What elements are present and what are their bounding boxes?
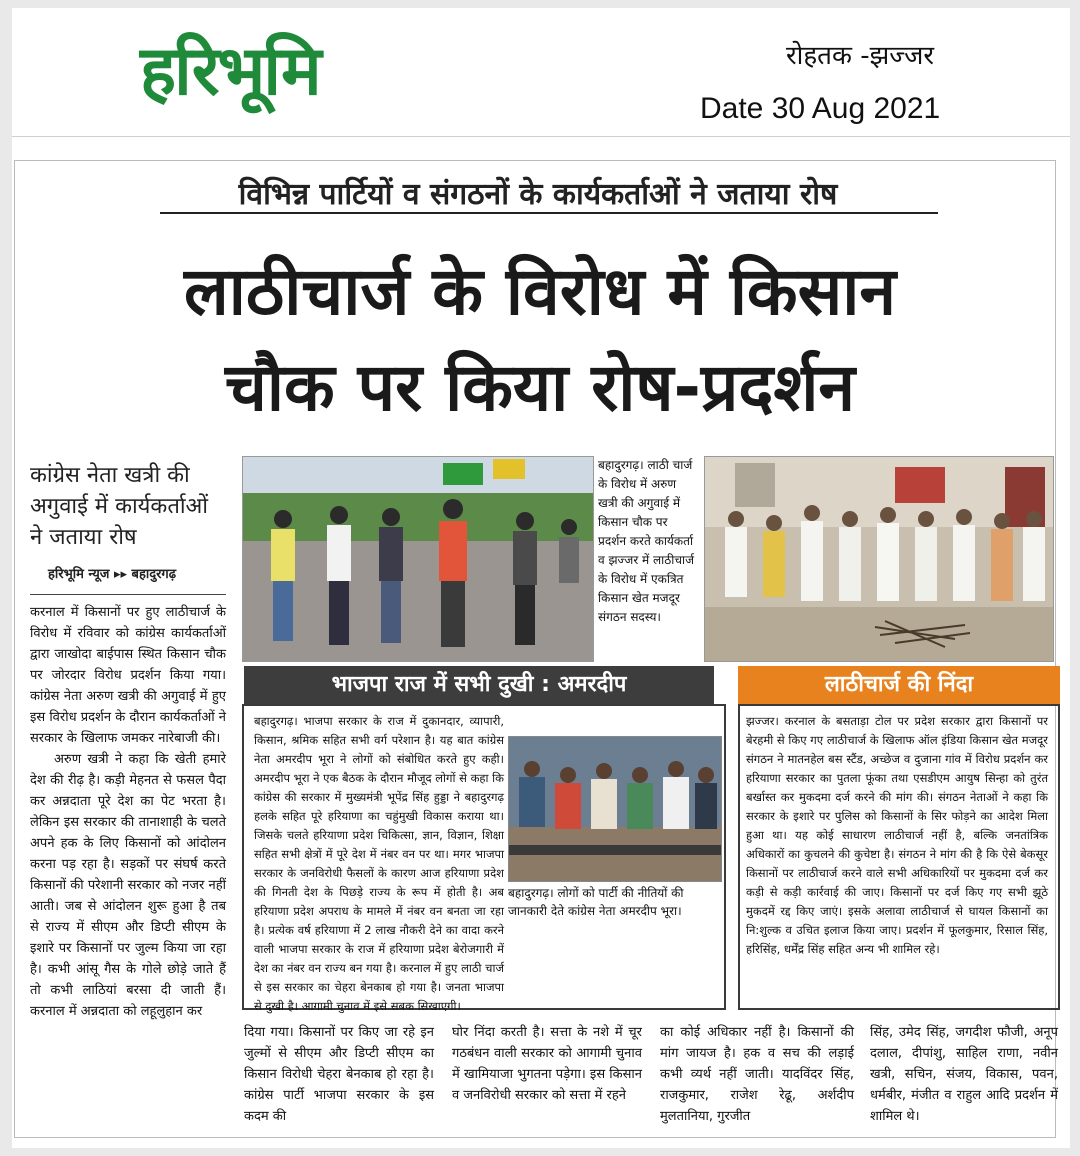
article-column-4: का कोई अधिकार नहीं है। किसानों की मांग जायज है। हक व सच की लड़ाई कभी व्यर्थ नहीं जाती। यादविंदर सिंह, राजकुमार, राजेश रेढू, अर्शदीप मुलतानिया, गुरजीत [660, 1025, 854, 1124]
article-column-1 [30, 602, 226, 1022]
farmers-gathering-photo [704, 456, 1054, 662]
protest-march-photo [242, 456, 594, 662]
byline: हरिभूमि न्यूज ▸▸ बहादुरगढ़ [48, 567, 177, 582]
article-column-5: सिंह, उमेद सिंह, जगदीश फौजी, अनूप दलाल, दीपांशु, साहिल राणा, नवीन खत्री, सचिन, संजय, विकास, पवन, धर्मबीर, मंजीत व राहुल आदि प्रदर्शन में शामिल थे। [870, 1025, 1058, 1124]
box-amardeep-title: भाजपा राज में सभी दुखी : अमरदीप [244, 666, 714, 704]
meeting-photo-caption: बहादुरगढ़। लोगों को पार्टी की नीतियों की जानकारी देते कांग्रेस नेता अमरदीप भूरा। [508, 886, 684, 918]
byline-divider [30, 594, 226, 595]
article-column-3: घोर निंदा करती है। सत्ता के नशे में चूर गठबंधन वाली सरकार को आगामी चुनाव में खामियाजा भुगतना पड़ेगा। इस किसान व जनविरोधी सरकार को सत्ता में रहने [452, 1025, 642, 1103]
subheadline: कांग्रेस नेता खत्री की अगुवाई में कार्यकर्ताओं ने जताया रोष [30, 463, 209, 550]
meeting-photo [508, 736, 722, 882]
protest-march-photo-art [243, 457, 593, 661]
edition-label: रोहतक -झज्जर [786, 41, 935, 71]
kicker-heading: विभिन्न पार्टियों व संगठनों के कार्यकर्ताओं ने जताया रोष [238, 177, 838, 212]
main-headline [30, 244, 1050, 436]
farmers-gathering-photo-art [705, 457, 1053, 661]
box-condemnation-body: झज्जर। करनाल के बसताड़ा टोल पर प्रदेश सरकार द्वारा किसानों पर बेरहमी से किए गए लाठीचार्ज के खिलाफ ऑल इंडिया किसान खेत मजदूर संगठन ने मातनहेल बस स्टैंड, अच्छेज व दुजाना गांव में विरोध प्रदर्शन कर हरियाणा सरकार का पुतला फूंका तथा एसडीएम आयुष सिन्हा को तुरंत बर्खास्त कर मुकदमा दर्ज करने की मांग की। संगठन नेताओं ने कहा कि सरकार के इशारे पर पुलिस को किसानों के सिर फोड़ने का आदेश मिला हुआ था। यह कोई साधारण लाठीचार्ज नहीं है, बल्कि जनतांत्रिक अधिकारों का कुचलने की कुचेष्टा है। संगठन ने मांग की है कि ऐसे बेकसूर किसानों पर लाठीचार्ज करने वाले सभी अधिकारियों पर मुकदमा दर्ज कर कड़ी से कड़ी कार्रवाई की जाए। किसानों पर दर्ज किए गए सभी झूठे मुकदमें रद्द किए जाएं। इसके अलावा लाठीचार्ज से घायल किसानों का नि:शुल्क व उचित इलाज किया जाए। प्रदर्शन में फूलकुमार, रिसाल सिंह, हरिसिंह, धर्मेंद्र सिंह सहित अन्य भी शामिल रहे। [746, 714, 1048, 956]
kicker-underline [160, 212, 938, 214]
meeting-photo-art [509, 737, 721, 881]
article-column-2: दिया गया। किसानों पर किए जा रहे इन जुल्मों से सीएम और डिप्टी सीएम का किसान विरोधी चेहरा बेनकाब हो रहा है। कांग्रेस पार्टी भाजपा सरकार के इस कदम की [244, 1025, 434, 1124]
masthead [12, 8, 1070, 137]
column-1-para-1: करनाल में किसानों पर हुए लाठीचार्ज के विरोध में रविवार को कांग्रेस कार्यकर्ताओं द्वारा जाखोदा बाईपास स्थित किसान चौक पर जोरदार विरोध प्रदर्शन किया गया। कांग्रेस नेता अरुण खत्री की अगुवाई में हुए इस विरोध प्रदर्शन के दौरान कार्यकर्ताओं ने सरकार के खिलाफ जमकर नारेबाजी की। [30, 605, 226, 746]
headline-line-2: चौक पर किया रोष-प्रदर्शन [224, 349, 855, 426]
box-condemnation-title: लाठीचार्ज की निंदा [738, 666, 1060, 704]
haribhoomi-logo: हरिभूमि [140, 32, 320, 111]
box-amardeep-body: बहादुरगढ़। भाजपा सरकार के राज में दुकानदार, व्यापारी, किसान, श्रमिक सहित सभी वर्ग परेशान है। यह बात कांग्रेस नेता अमरदीप भूरा ने लोगों को संबोधित करते हुए कही। अमरदीप भूरा ने एक बैठक के दौरान मौजूद लोगों से कहा कि कांग्रेस की सरकार में मुख्यमंत्री भूपेंद्र सिंह हुड्डा ने बहादुरगढ़ हलके सहित पूरे हरियाणा का चहुंमुखी विकास कराया था। जिसके चलते हरियाणा प्रदेश चिकित्सा, ज्ञान, विज्ञान, शिक्षा सहित सभी क्षेत्रों में पूरे देश में नंबर वन पर था। मगर भाजपा सरकार के जनविरोधी फैसलों के कारण आज हरियाणा प्रदेश की गिनती देश के पिछड़े राज्य के रूप में होती है। अब हरियाणा प्रदेश अपराध के मामले में नंबर वन बनता जा रहा है। प्रत्येक वर्ष हरियाणा में 2 लाख नौकरी देने का वादा करने वाली भाजपा सरकार के राज में हरियाणा प्रदेश बेरोजगारी में देश का नंबर वन राज्य बन गया है। करनाल में हुए लाठी चार्ज से इस सरकार का चेहरा बेनकाब हो गया है। जनता भाजपा से दुखी है। आगामी चुनाव में इसे सबक सिखाएगी। [254, 714, 504, 1013]
photo-caption: बहादुरगढ़। लाठी चार्ज के विरोध में अरुण खत्री की अगुवाई में किसान चौक पर प्रदर्शन करते कार्यकर्ता व झज्जर में लाठीचार्ज के विरोध में एकत्रित किसान खेत मजदूर संगठन सदस्य। [598, 458, 694, 624]
publication-date: Date 30 Aug 2021 [700, 92, 941, 125]
column-1-para-2: अरुण खत्री ने कहा कि खेती हमारे देश की रीढ़ है। कड़ी मेहनत से फसल पैदा कर अन्नदाता पूरे देश का पेट भरता है। लेकिन इस सरकार की तानाशाही के चलते अपने हक के लिए किसानों को आंदोलन करना पड़ रहा है। सड़कों पर संघर्ष करते किसानों की परेशानी सरकार को नजर नहीं आती। जब से आंदोलन शुरू हुआ है तब से राज्य में सीएम और डिप्टी सीएम के इशारे पर किसानों पर जुल्म किया जा रहा है। कभी आंसू गैस के गोले छोड़े जाते हैं तो कभी लाठियां बरसा दी जाती हैं। करनाल में अन्नदाता को लहूलुहान कर [30, 752, 226, 1019]
headline-line-1: लाठीचार्ज के विरोध में किसान [184, 253, 896, 330]
